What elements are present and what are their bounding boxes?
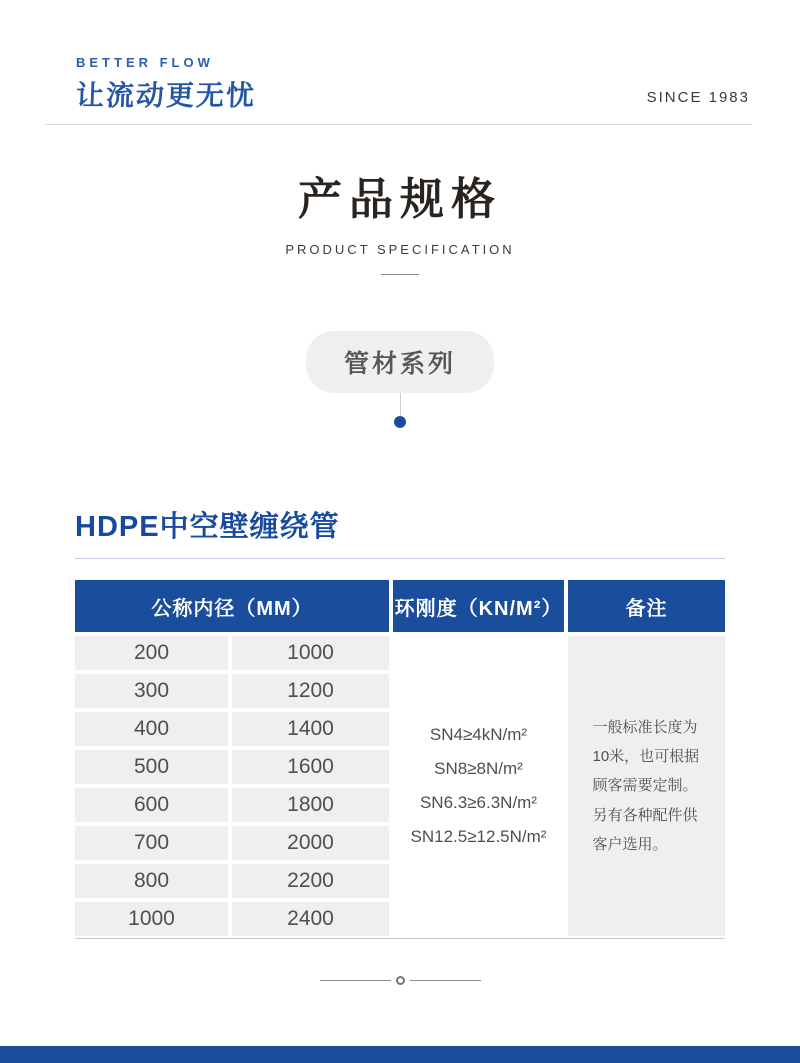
remark-cell — [568, 636, 725, 936]
page-header — [0, 0, 800, 114]
ring-stiffness-cell — [393, 636, 564, 936]
ring-stiffness-line: SN6.3≥6.3N/m² — [419, 793, 538, 812]
footer-line-right — [410, 980, 481, 981]
diameter-cell: 1000 — [232, 636, 389, 670]
diameter-cell: 1400 — [232, 712, 389, 746]
spec-table — [75, 580, 725, 939]
page-title: 产品规格 — [298, 175, 502, 224]
product-heading: HDPE中空壁缠绕管 — [75, 511, 340, 543]
since-year-label: SINCE 1983 — [646, 89, 750, 106]
diameter-cell: 2200 — [232, 864, 389, 898]
diameter-cell: 300 — [75, 674, 228, 708]
badge-connector-line — [400, 393, 401, 416]
ring-stiffness-line: SN12.5≥12.5N/m² — [410, 827, 547, 846]
title-dash-divider — [381, 274, 419, 275]
header-divider — [45, 124, 752, 125]
diameter-cell: 2000 — [232, 826, 389, 860]
page-subtitle: PRODUCT SPECIFICATION — [285, 242, 515, 257]
column-header-ring-stiffness: 环刚度（KN/M²） — [393, 580, 564, 632]
diameter-cell: 1800 — [232, 788, 389, 822]
diameter-cell: 500 — [75, 750, 228, 784]
brand-slogan-chinese: 让流动更无忧 — [75, 80, 257, 111]
diameter-cell: 1000 — [75, 902, 228, 936]
column-header-remark: 备注 — [568, 580, 725, 632]
diameter-cell: 1200 — [232, 674, 389, 708]
diameter-cell: 1600 — [232, 750, 389, 784]
series-badge — [0, 331, 800, 428]
diameter-cell: 700 — [75, 826, 228, 860]
spec-table-header-row — [75, 580, 725, 632]
diameter-cell: 400 — [75, 712, 228, 746]
bottom-blue-bar — [0, 1046, 800, 1063]
diameter-cell: 2400 — [232, 902, 389, 936]
remark-text: 一般标准长度为10米，也可根据顾客需要定制。另有各种配件供客户选用。 — [592, 718, 700, 853]
diameter-cell: 800 — [75, 864, 228, 898]
diameter-cell: 200 — [75, 636, 228, 670]
product-heading-divider — [75, 558, 725, 559]
title-block — [0, 163, 800, 275]
series-pill-label: 管材系列 — [306, 331, 494, 393]
brand-name-english: BETTER FLOW — [76, 55, 214, 70]
ring-stiffness-line: SN8≥8N/m² — [434, 759, 523, 778]
column-header-nominal-diameter: 公称内径（MM） — [75, 580, 389, 632]
spec-table-body — [75, 636, 725, 939]
footer-decoration — [0, 976, 800, 985]
badge-dot — [394, 416, 406, 428]
diameter-cell: 600 — [75, 788, 228, 822]
footer-line-left — [320, 980, 391, 981]
product-section — [75, 504, 725, 939]
footer-circle-icon — [396, 976, 405, 985]
ring-stiffness-line: SN4≥4kN/m² — [429, 725, 528, 744]
brand-logo — [76, 55, 256, 114]
